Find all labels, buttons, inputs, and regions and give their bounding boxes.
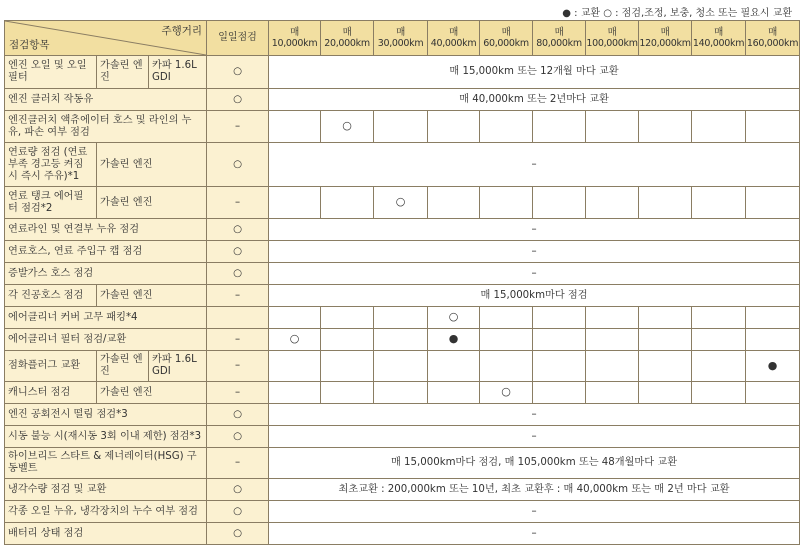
interval-header: 매 80,000km xyxy=(533,21,586,56)
interval-cell xyxy=(321,307,374,329)
daily-check-cell: – xyxy=(207,351,269,382)
check-mark: ○ xyxy=(395,195,406,208)
interval-cell xyxy=(692,111,746,143)
interval-cell xyxy=(269,307,321,329)
interval-cell xyxy=(746,111,800,143)
table-row xyxy=(5,241,800,263)
daily-check-cell: ○ xyxy=(207,219,269,241)
interval-header: 매 140,000km xyxy=(692,21,746,56)
interval-note: – xyxy=(269,501,800,523)
interval-cell xyxy=(533,329,586,351)
engine-type-cell: 가솔린 엔진 xyxy=(97,56,149,89)
interval-cell xyxy=(533,111,586,143)
interval-cell xyxy=(586,111,639,143)
interval-cell xyxy=(692,382,746,404)
interval-cell xyxy=(639,351,692,382)
interval-cell xyxy=(746,382,800,404)
symbol-legend: ● : 교환 ○ : 점검,조정, 보충, 청소 또는 필요시 교환 xyxy=(562,8,792,19)
interval-cell xyxy=(321,329,374,351)
item-cell: 연료호스, 연료 주입구 캡 점검 xyxy=(5,241,207,263)
interval-cell xyxy=(586,329,639,351)
interval-cell xyxy=(746,307,800,329)
interval-cell xyxy=(374,351,428,382)
item-cell: 각종 오일 누유, 냉각장치의 누수 여부 점검 xyxy=(5,501,207,523)
interval-cell xyxy=(533,307,586,329)
daily-check-cell: ○ xyxy=(207,404,269,426)
table-row xyxy=(5,501,800,523)
interval-note: 최초교환 : 200,000km 또는 10년, 최초 교환후 : 매 40,000km 또는 매 2년 마다 교환 xyxy=(269,479,800,501)
interval-cell xyxy=(269,382,321,404)
check-mark: ○ xyxy=(501,385,511,398)
interval-note: – xyxy=(269,523,800,545)
interval-cell xyxy=(321,382,374,404)
interval-note: – xyxy=(269,219,800,241)
engine-type-cell: 가솔린 엔진 xyxy=(97,285,207,307)
daily-check-cell: ○ xyxy=(207,263,269,285)
interval-header: 매 120,000km xyxy=(639,21,692,56)
replace-mark: ● xyxy=(767,358,778,372)
interval-cell xyxy=(374,187,428,219)
daily-check-cell xyxy=(207,307,269,329)
interval-cell xyxy=(428,351,480,382)
interval-note: 매 40,000km 또는 2년마다 교환 xyxy=(269,89,800,111)
daily-check-cell: ○ xyxy=(207,56,269,89)
check-mark: ○ xyxy=(448,310,459,323)
interval-cell xyxy=(321,351,374,382)
interval-cell xyxy=(321,111,374,143)
table-row xyxy=(5,143,800,187)
engine-model-cell: 카파 1.6L GDI xyxy=(149,351,207,382)
interval-cell xyxy=(533,351,586,382)
interval-cell xyxy=(374,382,428,404)
interval-header: 매 160,000km xyxy=(746,21,800,56)
interval-note: – xyxy=(269,404,800,426)
daily-check-cell: – xyxy=(207,285,269,307)
interval-cell xyxy=(269,111,321,143)
item-cell: 연료라인 및 연결부 누유 점검 xyxy=(5,219,207,241)
interval-cell xyxy=(746,351,800,382)
interval-cell xyxy=(639,382,692,404)
interval-note: – xyxy=(269,143,800,187)
item-cell: 엔진 오일 및 오일필터 xyxy=(5,56,97,89)
maintenance-schedule-table xyxy=(4,20,800,545)
interval-cell xyxy=(321,187,374,219)
check-mark: ○ xyxy=(342,119,352,132)
item-cell: 점화플러그 교환 xyxy=(5,351,97,382)
daily-check-header: 일일점검 xyxy=(207,21,269,56)
interval-cell xyxy=(428,382,480,404)
daily-check-cell: ○ xyxy=(207,479,269,501)
item-cell: 캐니스터 점검 xyxy=(5,382,97,404)
interval-note: 매 15,000km마다 점검, 매 105,000km 또는 48개월마다 교환 xyxy=(269,448,800,479)
table-row xyxy=(5,307,800,329)
item-cell: 배터리 상태 점검 xyxy=(5,523,207,545)
table-row xyxy=(5,187,800,219)
table-row xyxy=(5,89,800,111)
interval-note: 매 15,000km마다 점검 xyxy=(269,285,800,307)
interval-note: – xyxy=(269,241,800,263)
interval-header: 매 20,000km xyxy=(321,21,374,56)
daily-check-cell: – xyxy=(207,187,269,219)
item-cell: 엔진클러치 액츄에이터 호스 및 라인의 누유, 파손 여부 점검 xyxy=(5,111,207,143)
interval-cell xyxy=(639,187,692,219)
item-cell: 냉각수량 점검 및 교환 xyxy=(5,479,207,501)
interval-note: 매 15,000km 또는 12개월 마다 교환 xyxy=(269,56,800,89)
engine-type-cell: 가솔린 엔진 xyxy=(97,382,207,404)
item-cell: 각 진공호스 점검 xyxy=(5,285,97,307)
interval-cell xyxy=(639,307,692,329)
table-row xyxy=(5,351,800,382)
engine-type-cell: 가솔린 엔진 xyxy=(97,143,207,187)
distance-header: 주행거리 xyxy=(161,25,203,37)
table-row xyxy=(5,404,800,426)
header-row xyxy=(5,21,800,56)
table-row xyxy=(5,329,800,351)
interval-note: – xyxy=(269,426,800,448)
table-row xyxy=(5,111,800,143)
interval-cell xyxy=(692,329,746,351)
interval-cell xyxy=(374,111,428,143)
engine-type-cell: 가솔린 엔진 xyxy=(97,187,207,219)
item-cell: 연료 탱크 에어필터 점검*2 xyxy=(5,187,97,219)
interval-cell xyxy=(586,307,639,329)
interval-cell xyxy=(533,187,586,219)
interval-cell xyxy=(269,187,321,219)
daily-check-cell: – xyxy=(207,329,269,351)
interval-cell xyxy=(428,329,480,351)
item-cell: 연료량 점검 (연료부족 경고등 켜짐시 즉시 주유)*1 xyxy=(5,143,97,187)
item-header: 점검항목 xyxy=(9,39,50,51)
diagonal-header-cell xyxy=(5,21,207,56)
interval-cell xyxy=(586,382,639,404)
interval-cell xyxy=(428,111,480,143)
table-row xyxy=(5,56,800,89)
item-cell: 에어클리너 커버 고무 패킹*4 xyxy=(5,307,207,329)
check-mark: ○ xyxy=(289,332,300,345)
table-row xyxy=(5,285,800,307)
interval-header: 매 10,000km xyxy=(269,21,321,56)
interval-cell xyxy=(639,329,692,351)
interval-header: 매 40,000km xyxy=(428,21,480,56)
interval-cell xyxy=(269,329,321,351)
item-cell: 엔진 클러치 작동유 xyxy=(5,89,207,111)
interval-cell xyxy=(428,187,480,219)
interval-cell xyxy=(692,307,746,329)
table-row xyxy=(5,426,800,448)
interval-cell xyxy=(428,307,480,329)
interval-cell xyxy=(586,187,639,219)
interval-cell xyxy=(480,307,533,329)
interval-header: 매 100,000km xyxy=(586,21,639,56)
replace-mark: ● xyxy=(448,332,459,345)
engine-type-cell: 가솔린 엔진 xyxy=(97,351,149,382)
interval-cell xyxy=(692,351,746,382)
interval-cell xyxy=(374,307,428,329)
item-cell: 에어클리너 필터 점검/교환 xyxy=(5,329,207,351)
interval-cell xyxy=(639,111,692,143)
item-cell: 엔진 공회전시 떨림 점검*3 xyxy=(5,404,207,426)
interval-cell xyxy=(480,329,533,351)
daily-check-cell: – xyxy=(207,111,269,143)
interval-header: 매 30,000km xyxy=(374,21,428,56)
table-row xyxy=(5,448,800,479)
interval-header: 매 60,000km xyxy=(480,21,533,56)
item-cell: 증발가스 호스 점검 xyxy=(5,263,207,285)
interval-cell xyxy=(480,187,533,219)
daily-check-cell: – xyxy=(207,448,269,479)
daily-check-cell: ○ xyxy=(207,143,269,187)
table-row xyxy=(5,479,800,501)
engine-model-cell: 카파 1.6L GDI xyxy=(149,56,207,89)
table-row xyxy=(5,382,800,404)
interval-cell xyxy=(533,382,586,404)
daily-check-cell: ○ xyxy=(207,241,269,263)
interval-cell xyxy=(480,351,533,382)
interval-cell xyxy=(746,329,800,351)
item-cell: 시동 불능 시(재시동 3회 이내 제한) 점검*3 xyxy=(5,426,207,448)
daily-check-cell: ○ xyxy=(207,501,269,523)
daily-check-cell: – xyxy=(207,382,269,404)
interval-cell xyxy=(586,351,639,382)
daily-check-cell: ○ xyxy=(207,426,269,448)
interval-cell xyxy=(374,329,428,351)
table-row xyxy=(5,219,800,241)
interval-cell xyxy=(480,111,533,143)
daily-check-cell: ○ xyxy=(207,89,269,111)
interval-note: – xyxy=(269,263,800,285)
table-row xyxy=(5,263,800,285)
interval-cell xyxy=(746,187,800,219)
item-cell: 하이브리드 스타트 & 제너레이터(HSG) 구동벨트 xyxy=(5,448,207,479)
daily-check-cell: ○ xyxy=(207,523,269,545)
interval-cell xyxy=(269,351,321,382)
interval-cell xyxy=(692,187,746,219)
interval-cell xyxy=(480,382,533,404)
